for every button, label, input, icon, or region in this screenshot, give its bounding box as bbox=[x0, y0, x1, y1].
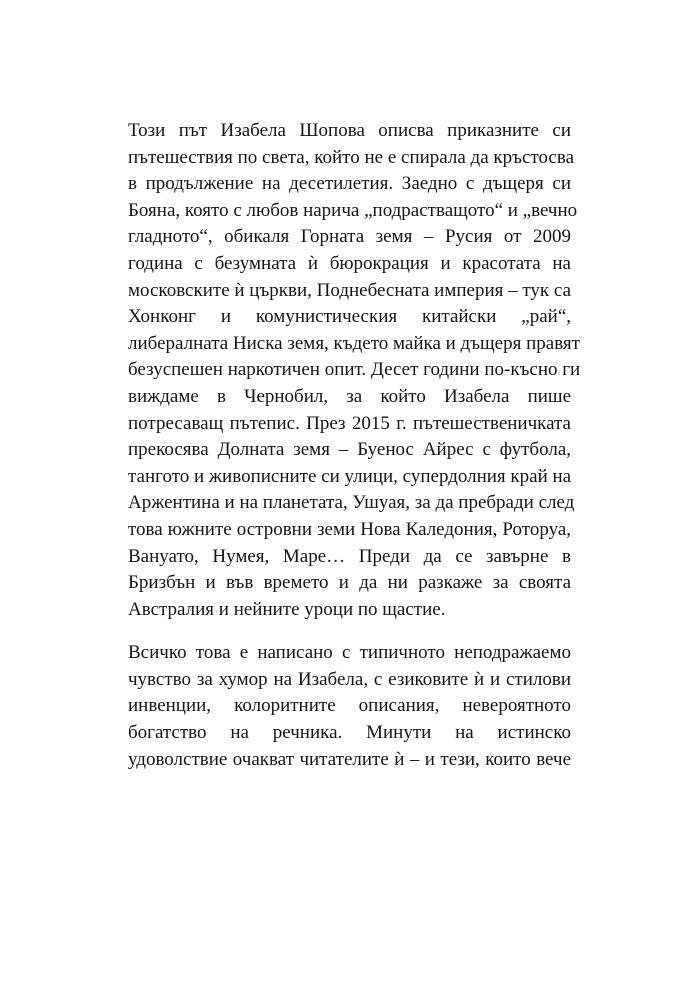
text-line: московските ѝ църкви, Поднебесната империя – тук са bbox=[128, 279, 572, 301]
text-line: гладното“, обикаля Горната земя – Русия от 2009 bbox=[128, 226, 571, 248]
text-line: Всичко това е написано с типичното неподражаемо bbox=[128, 642, 571, 664]
text-line: година с безумната ѝ бюрокрация и красотата на bbox=[128, 252, 571, 274]
text-line: либералната Ниска земя, където майка и дъщеря правят bbox=[128, 332, 580, 354]
text-line: тангото и живописните си улици, супердолния край на bbox=[128, 465, 572, 487]
text-line: това южните островни земи Нова Каледония, Роторуа, bbox=[128, 518, 571, 540]
text-line: Вануато, Нумея, Маре… Преди да се завърне в bbox=[128, 545, 571, 567]
text-line: Бояна, която с любов нарича „подрастващото“ и „вечно bbox=[128, 199, 578, 221]
text-line: богатство на речника. Минути на истинско bbox=[128, 722, 571, 744]
paragraph-2 bbox=[128, 640, 571, 773]
text-line: виждаме в Чернобил, за който Изабела пише bbox=[128, 385, 571, 407]
text-line: в продължение на десетилетия. Заедно с дъщеря си bbox=[128, 173, 571, 195]
text-line: Бризбън и във времето и да ни разкаже за своята bbox=[128, 572, 571, 594]
text-line: инвенции, колоритните описания, невероятното bbox=[128, 695, 571, 717]
text-line: пътешествия по света, който не е спирала да кръстосва bbox=[128, 146, 574, 168]
text-line: Австралия и нейните уроци по щастие. bbox=[128, 598, 446, 620]
text-line: прекосява Долната земя – Буенос Айрес с футбола, bbox=[128, 439, 571, 461]
text-line: Аржентина и на планетата, Ушуая, за да пребради след bbox=[128, 492, 575, 514]
body-text bbox=[128, 118, 581, 773]
paragraph-1 bbox=[128, 118, 581, 623]
text-line: безуспешен наркотичен опит. Десет години по-късно ги bbox=[128, 359, 581, 381]
text-line: потресаващ пътепис. През 2015 г. пътешественичката bbox=[128, 412, 571, 434]
text-line: удоволствие очакват читателите ѝ – и тези, които вече bbox=[128, 748, 571, 770]
text-line: Този път Изабела Шопова описва приказните си bbox=[128, 120, 571, 141]
text-line: чувство за хумор на Изабела, с езиковите ѝ и стилови bbox=[128, 668, 571, 690]
text-line: Хонконг и комунистическия китайски „рай“, bbox=[128, 306, 571, 328]
